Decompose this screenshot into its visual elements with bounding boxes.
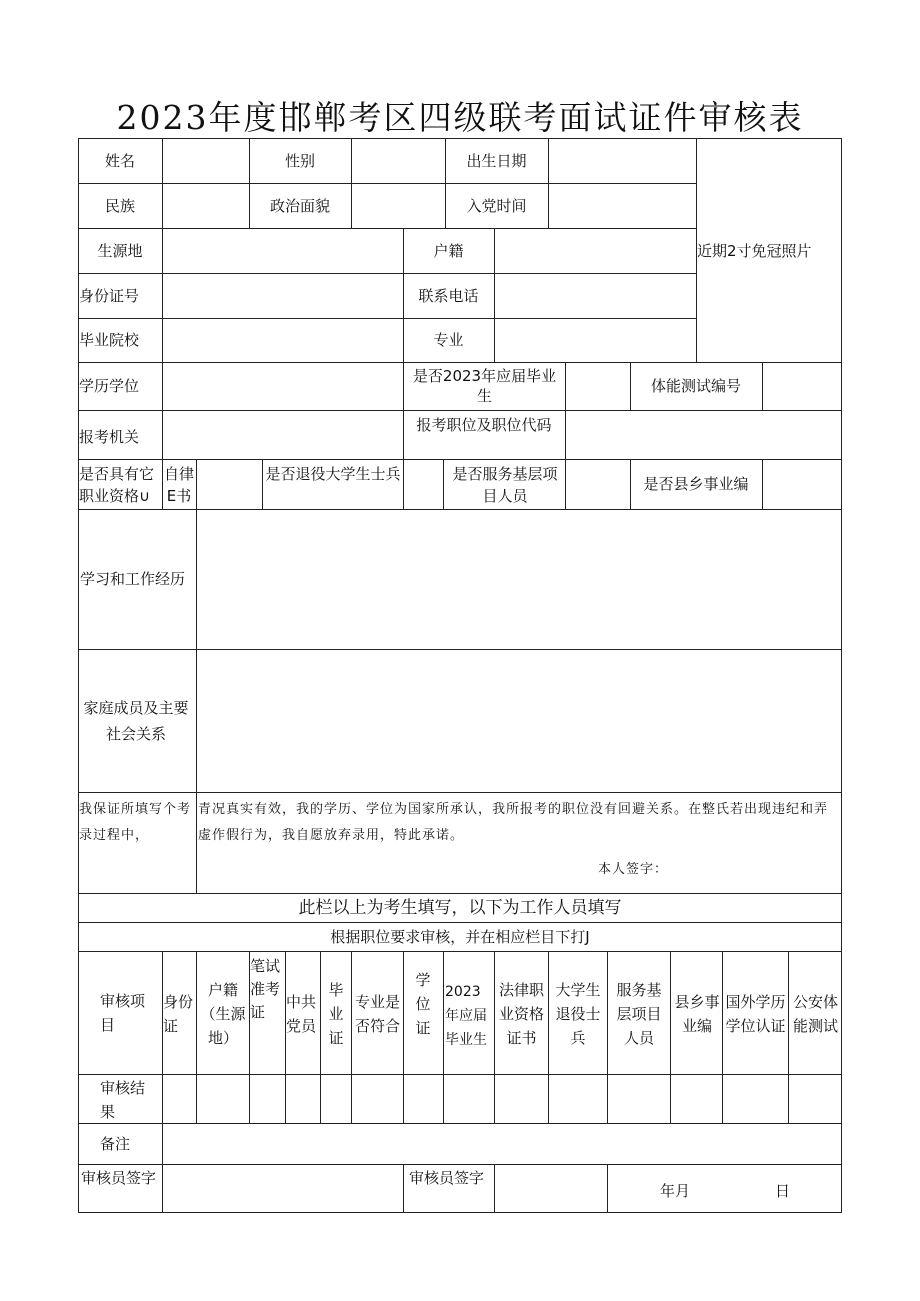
review-col-police-fitness: 公安体能测试 [792,993,838,1035]
result-cell[interactable] [163,1075,196,1123]
fitness-test-no-field[interactable] [763,363,842,410]
label-self-discipline-cert: 自律E书 [163,465,194,505]
label-reviewer-sign-1: 审核员签字 [81,1169,157,1187]
date-day: 日 [775,1182,791,1200]
result-cell[interactable] [321,1075,351,1123]
label-id-number: 身份证号 [79,286,140,305]
label-other-qualification: 是否具有它职业资格∪ [79,465,155,505]
family-field[interactable] [197,650,842,792]
date-year-month: 年月 [660,1182,691,1200]
degree-field[interactable] [163,363,403,410]
declaration-text: 青况真实有效，我的学历、学位为国家所承认，我所报考的职位没有回避关系。在整氏若出现违纪和弄虚作假行为，我自愿放弃录用，特此承诺。 [198,802,829,843]
result-cell[interactable] [608,1075,670,1123]
label-birth-date: 出生日期 [466,151,527,170]
review-instruction: 根据职位要求审核，并在相应栏目下打J [330,928,590,946]
review-col-party-member: 中共党员 [286,993,317,1035]
label-major: 专业 [433,331,464,349]
review-col-graduation-cert: 毕业证 [328,981,344,1047]
household-field[interactable] [495,229,696,273]
review-col-veteran: 大学生退役士兵 [555,981,601,1047]
grassroots-field[interactable] [566,460,630,509]
county-staff-field[interactable] [763,460,842,509]
exam-agency-field[interactable] [163,411,403,459]
label-experience: 学习和工作经历 [80,570,186,588]
review-col-id-card: 身份证 [163,993,194,1035]
birth-date-field[interactable] [549,139,696,183]
label-grassroots: 是否服务基层项目人员 [452,465,558,505]
result-cell[interactable] [495,1075,548,1123]
label-school: 毕业院校 [79,331,140,349]
label-party-join-date: 入党时间 [466,196,527,215]
section-divider: 此栏以上为考生填写，以下为工作人员填写 [298,898,622,918]
major-field[interactable] [495,319,696,362]
label-review-item: 审核项目 [100,991,146,1034]
other-qualification-field[interactable] [197,460,262,509]
label-origin: 生源地 [97,241,143,260]
ethnicity-field[interactable] [163,184,249,228]
result-cell[interactable] [404,1075,443,1123]
reviewer-sign-2-field[interactable] [495,1165,607,1212]
result-cell[interactable] [444,1075,494,1123]
label-gender: 性别 [284,151,315,170]
review-col-foreign-degree: 国外学历学位认证 [725,993,786,1035]
signature-label: 本人签字： [598,862,669,877]
result-cell[interactable] [197,1075,249,1123]
gender-field[interactable] [352,139,445,183]
result-cell[interactable] [671,1075,722,1123]
political-status-field[interactable] [352,184,445,228]
label-degree: 学历学位 [79,377,140,395]
label-exam-agency: 报考机关 [79,427,140,446]
graduate-2023-field[interactable] [566,363,630,410]
label-political-status: 政治面貌 [269,196,330,215]
result-cell[interactable] [723,1075,788,1123]
label-family [80,649,196,792]
document-title: 2023年度邯郸考区四级联考面试证件审核表 [116,98,804,137]
party-join-date-field[interactable] [549,184,696,228]
review-col-graduate-2023: 2023年应届毕业生 [445,984,487,1048]
label-household: 户籍 [433,241,464,260]
result-cell[interactable] [789,1075,842,1123]
remark-field[interactable] [163,1124,842,1164]
phone-field[interactable] [495,274,696,318]
review-col-major-match: 专业是否符合 [354,993,400,1035]
label-graduate-2023: 是否2023年应届毕业生 [412,367,557,405]
photo-label: 近期2寸免冠照片 [697,241,812,260]
result-cell[interactable] [352,1075,403,1123]
result-cell[interactable] [286,1075,320,1123]
label-position-code: 报考职位及职位代码 [416,416,552,434]
review-col-county-staff: 县乡事业编 [674,993,720,1035]
label-fitness-test-no: 体能测试编号 [650,377,741,395]
veteran-field[interactable] [404,460,443,509]
review-col-legal-cert: 法律职业资格证书 [498,981,544,1047]
reviewer-sign-1-field[interactable] [163,1165,403,1212]
review-col-household: 户籍（生源地） [200,981,246,1047]
position-code-field[interactable] [566,411,842,459]
label-phone: 联系电话 [418,286,479,305]
label-county-staff: 是否县乡事业编 [643,475,749,493]
review-col-grassroots: 服务基层项目人员 [616,981,662,1047]
result-cell[interactable] [250,1075,285,1123]
declaration-label: 我保证所填写个考录过程中， [79,802,192,843]
review-col-degree-cert: 学位证 [415,971,431,1037]
id-number-field[interactable] [163,274,403,318]
label-family-text: 家庭成员及主要社会关系 [83,698,189,743]
label-name: 姓名 [104,151,135,170]
origin-field[interactable] [163,229,403,273]
label-veteran: 是否退役大学生士兵 [265,465,401,483]
photo-box[interactable] [697,139,842,362]
result-cell[interactable] [549,1075,607,1123]
school-field[interactable] [163,319,403,362]
experience-field[interactable] [197,510,842,649]
label-remark: 备注 [100,1134,131,1153]
label-review-result: 审核结果 [100,1079,146,1121]
name-field[interactable] [163,139,249,183]
review-col-exam-ticket: 笔试准考证 [250,957,281,1021]
label-reviewer-sign-2: 审核员签字 [409,1169,485,1187]
label-ethnicity: 民族 [104,196,135,215]
